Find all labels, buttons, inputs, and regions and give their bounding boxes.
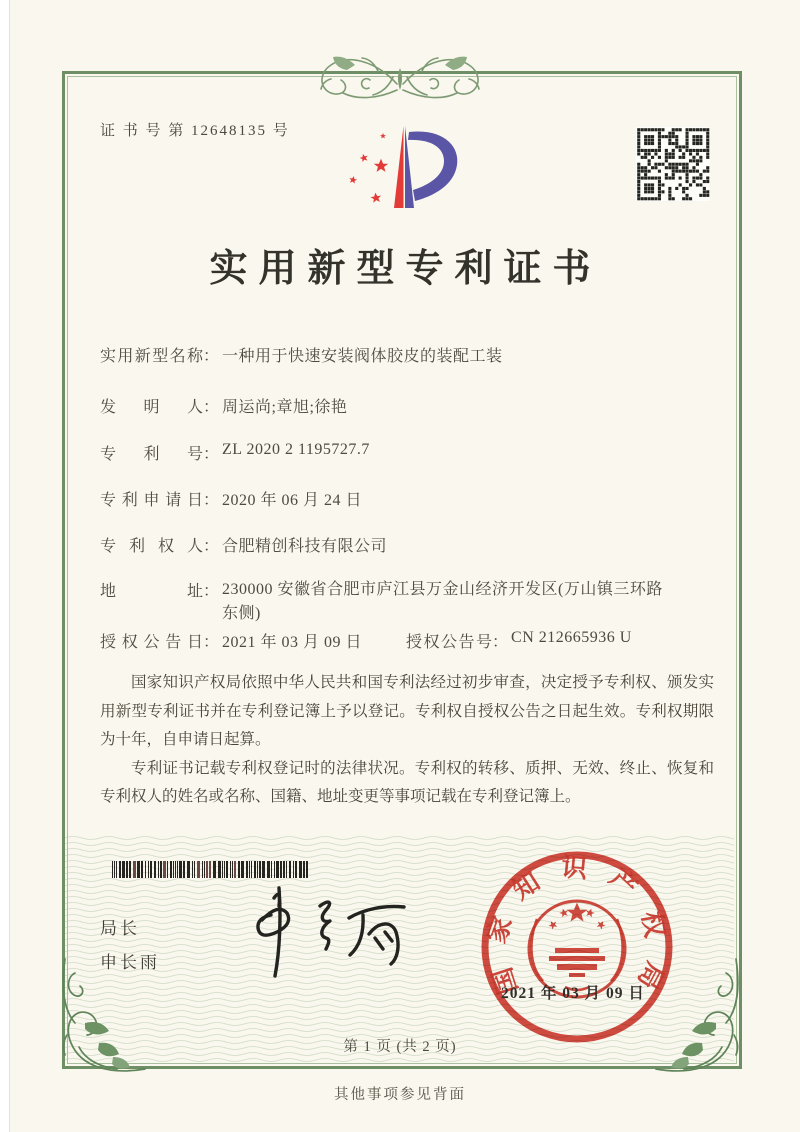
field-row-address — [100, 578, 720, 626]
director-title: 局长 — [100, 919, 140, 938]
field-label: 发明人 — [100, 399, 203, 416]
field-value: 2021 年 03 月 09 日 — [222, 634, 363, 651]
field-value: 230000 安徽省合肥市庐江县万金山经济开发区(万山镇三环路东侧) — [222, 581, 663, 622]
field-value: 合肥精创科技有限公司 — [222, 538, 388, 555]
field-row-patentee — [100, 533, 720, 556]
field-colon: ： — [203, 634, 220, 651]
back-note: 其他事项参见背面 — [334, 1087, 466, 1103]
field-value: 一种用于快速安装阀体胶皮的装配工装 — [222, 348, 503, 365]
signature-icon — [222, 874, 417, 989]
legal-text — [100, 669, 714, 812]
qr-code — [636, 127, 710, 201]
field-value: ZL 2020 2 1195727.7 — [222, 441, 370, 458]
field-value: CN 212665936 U — [511, 629, 632, 646]
field-label: 授权公告日 — [100, 634, 203, 651]
official-seal-icon — [477, 847, 677, 1047]
field-row-name — [100, 343, 720, 366]
field-colon: ： — [203, 583, 220, 600]
field-colon: ： — [203, 446, 220, 463]
certificate-number: 证 书 号 第 12648135 号 — [100, 123, 290, 139]
field-pair-grant-number — [406, 629, 632, 652]
field-colon: ： — [203, 492, 220, 509]
field-label: 专利申请日 — [100, 492, 203, 509]
page-number: 第 1 页 (共 2 页) — [343, 1039, 457, 1055]
field-colon: ： — [203, 538, 220, 555]
field-colon: ： — [492, 634, 509, 651]
field-label: 地址 — [100, 583, 203, 600]
body-paragraph-2: 专利证书记载专利权登记时的法律状况。专利权的转移、质押、无效、终止、恢复和专利权人的姓名或名称、国籍、地址变更等事项记载在专利登记簿上。 — [100, 759, 714, 806]
field-label: 实用新型名称 — [100, 348, 203, 365]
flourish-center — [398, 68, 402, 90]
field-row-grant — [100, 629, 720, 652]
field-label: 专利权人 — [100, 538, 203, 555]
field-colon: ： — [203, 399, 220, 416]
field-row-inventors — [100, 394, 720, 417]
certificate-title: 实用新型专利证书 — [209, 248, 602, 290]
body-paragraph-1: 国家知识产权局依照中华人民共和国专利法经过初步审查，决定授予专利权、颁发实用新型专利证书并在专利登记簿上予以登记。专利权自授权公告之日起生效。专利权期限为十年，自申请日起算。 — [100, 674, 714, 749]
field-row-patent-number — [100, 441, 720, 464]
field-colon: ： — [203, 348, 220, 365]
top-flourish-icon — [285, 44, 515, 106]
field-row-filing-date — [100, 487, 720, 510]
corner-flourish-left-icon — [55, 957, 151, 1079]
seal-text: 国家知识产权局 — [481, 852, 673, 1012]
field-label: 授权公告号 — [406, 634, 492, 651]
field-value: 周运尚;章旭;徐艳 — [222, 399, 348, 416]
seal-date: 2021 年 03 月 09 日 — [501, 985, 645, 1002]
cnipa-logo-icon — [333, 110, 473, 218]
field-value: 2020 年 06 月 24 日 — [222, 492, 363, 509]
field-label: 专利号 — [100, 446, 203, 463]
scan-edge — [0, 0, 10, 1132]
director-name: 申长雨 — [100, 953, 160, 972]
